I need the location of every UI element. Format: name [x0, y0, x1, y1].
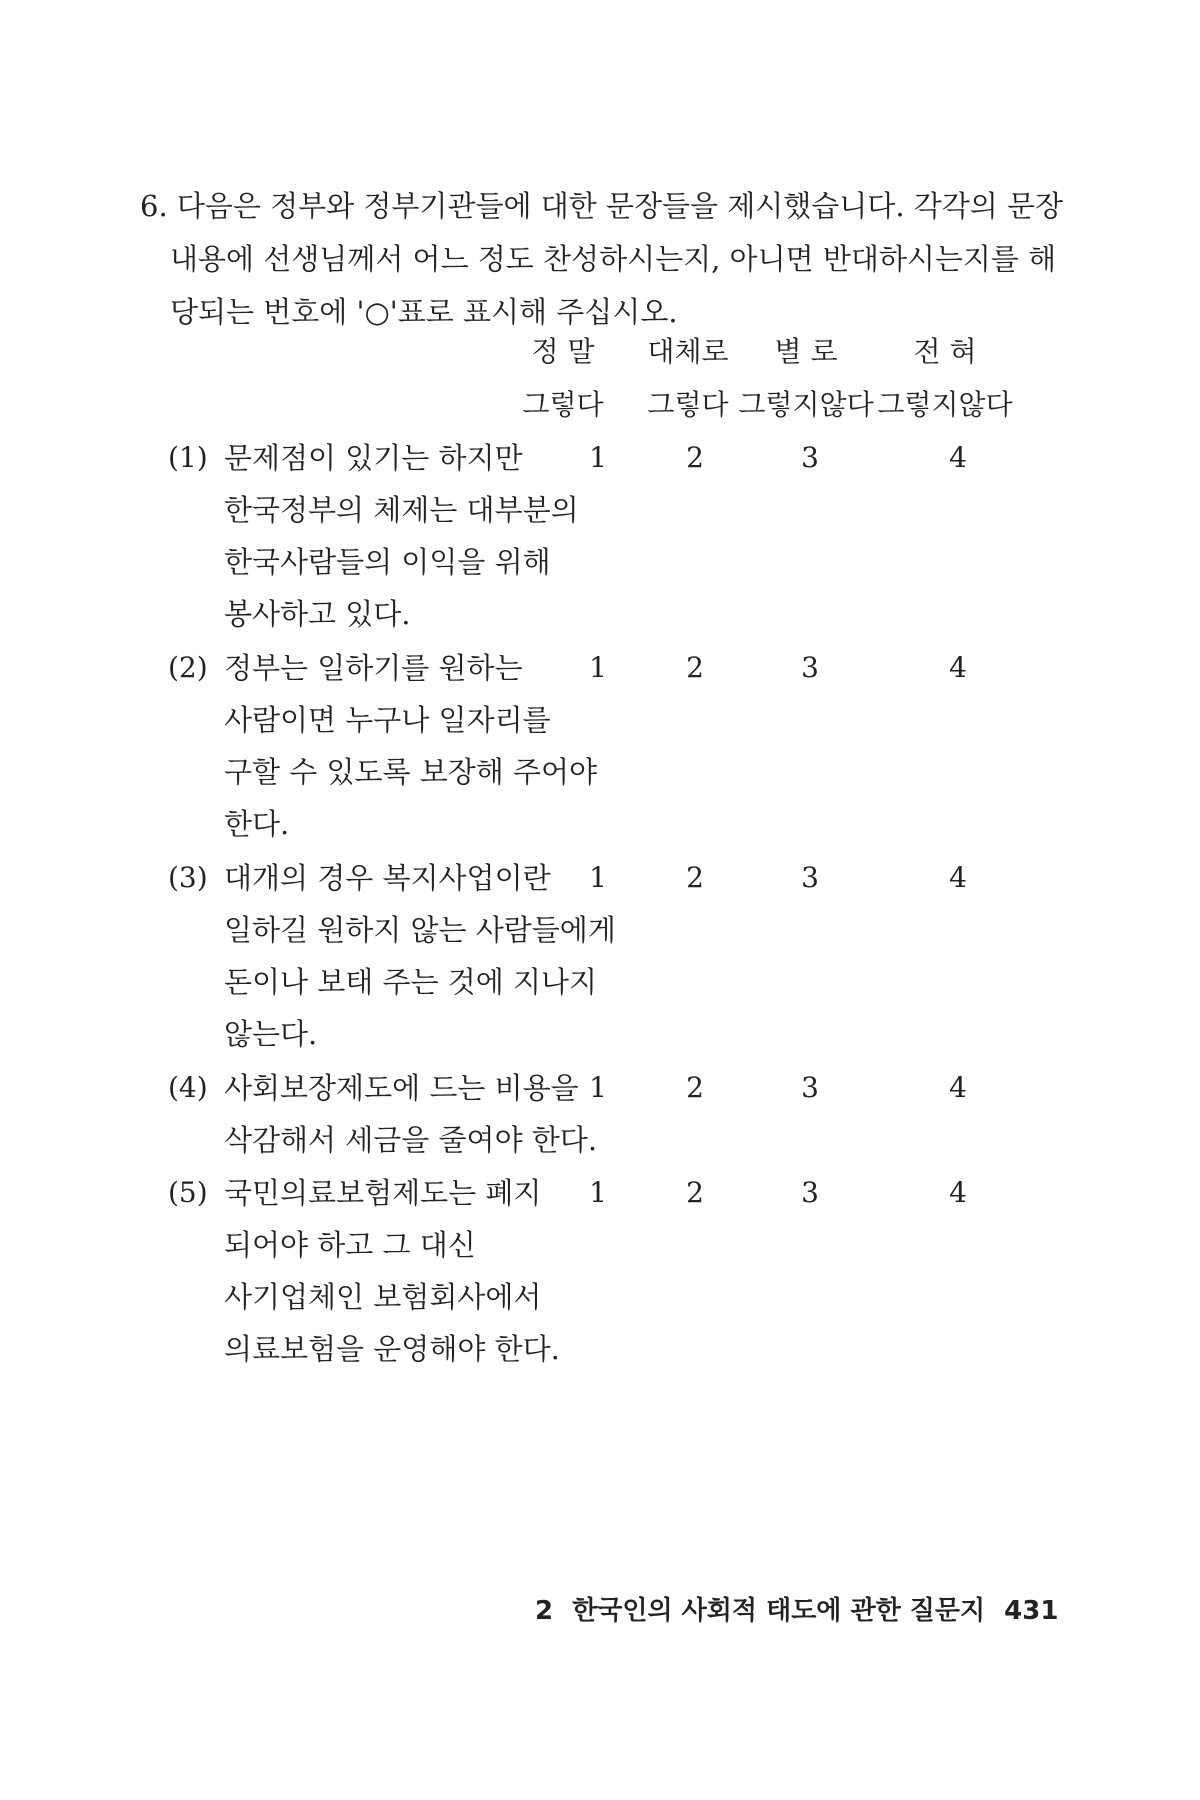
option-4[interactable]: 4: [949, 441, 967, 474]
option-2[interactable]: 2: [686, 441, 704, 474]
statement-line: 되어야 하고 그 대신: [224, 1228, 476, 1262]
option-3[interactable]: 3: [801, 651, 819, 684]
option-3[interactable]: 3: [801, 861, 819, 894]
option-1[interactable]: 1: [589, 1176, 607, 1209]
question-line: 당되는 번호에 '○'표로 표시해 주십시오.: [170, 295, 678, 329]
chapter-number: 2: [535, 1596, 554, 1626]
option-2[interactable]: 2: [686, 861, 704, 894]
page-footer: [535, 1590, 1068, 1627]
page-number: 431: [1004, 1596, 1059, 1626]
option-4[interactable]: 4: [949, 1071, 967, 1104]
item-number: (2): [168, 651, 208, 684]
option-4[interactable]: 4: [949, 861, 967, 894]
scale-header-disagree-bottom: 그렇지않다: [738, 388, 874, 421]
option-1[interactable]: 1: [589, 1071, 607, 1104]
statement-line: 삭감해서 세금을 줄여야 한다.: [224, 1123, 598, 1157]
question-line: 내용에 선생님께서 어느 정도 찬성하시는지, 아니면 반대하시는지를 해: [170, 242, 1057, 276]
option-4[interactable]: 4: [949, 651, 967, 684]
option-1[interactable]: 1: [589, 861, 607, 894]
statement-line: 한다.: [224, 807, 290, 841]
statement-line: 일하길 원하지 않는 사람들에게: [224, 913, 616, 947]
scale-header-strongly-agree-top: 정 말: [531, 335, 595, 368]
item-number: (4): [168, 1071, 208, 1104]
option-1[interactable]: 1: [589, 651, 607, 684]
scale-header-strongly-disagree-top: 전 혀: [913, 335, 977, 368]
statement-line: 않는다.: [224, 1017, 318, 1051]
option-3[interactable]: 3: [801, 1176, 819, 1209]
statement-line: 문제점이 있기는 하지만: [224, 441, 523, 475]
option-2[interactable]: 2: [686, 651, 704, 684]
scale-header-agree-top: 대체로: [647, 335, 729, 368]
statement-line: 한국사람들의 이익을 위해: [224, 545, 551, 579]
statement-line: 사회보장제도에 드는 비용을: [224, 1071, 579, 1105]
statement-line: 의료보험을 운영해야 한다.: [224, 1332, 560, 1366]
statement-line: 정부는 일하기를 원하는: [224, 651, 523, 685]
scale-header-agree-bottom: 그렇다: [647, 388, 729, 421]
statement-line: 사람이면 누구나 일자리를: [224, 703, 551, 737]
statement-line: 대개의 경우 복지사업이란: [224, 861, 551, 895]
statement-line: 봉사하고 있다.: [224, 597, 411, 631]
statement-line: 국민의료보험제도는 폐지: [224, 1176, 542, 1210]
item-number: (5): [168, 1176, 208, 1209]
statement-line: 사기업체인 보험회사에서: [224, 1280, 542, 1314]
item-number: (1): [168, 441, 208, 474]
option-3[interactable]: 3: [801, 441, 819, 474]
question-line: 6. 다음은 정부와 정부기관들에 대한 문장들을 제시했습니다. 각각의 문장: [140, 189, 1064, 223]
option-3[interactable]: 3: [801, 1071, 819, 1104]
statement-line: 구할 수 있도록 보장해 주어야: [224, 755, 598, 789]
option-1[interactable]: 1: [589, 441, 607, 474]
option-2[interactable]: 2: [686, 1071, 704, 1104]
option-2[interactable]: 2: [686, 1176, 704, 1209]
question-6: [140, 180, 1064, 339]
option-4[interactable]: 4: [949, 1176, 967, 1209]
scale-header-strongly-disagree-bottom: 그렇지않다: [877, 388, 1013, 421]
scale-header-disagree-top: 별 로: [774, 335, 838, 368]
scale-header-strongly-agree-bottom: 그렇다: [522, 388, 604, 421]
chapter-title: 한국인의 사회적 태도에 관한 질문지: [572, 1596, 986, 1626]
statement-line: 한국정부의 체제는 대부분의: [224, 493, 579, 527]
statement-line: 돈이나 보태 주는 것에 지나지: [224, 965, 598, 999]
item-number: (3): [168, 861, 208, 894]
